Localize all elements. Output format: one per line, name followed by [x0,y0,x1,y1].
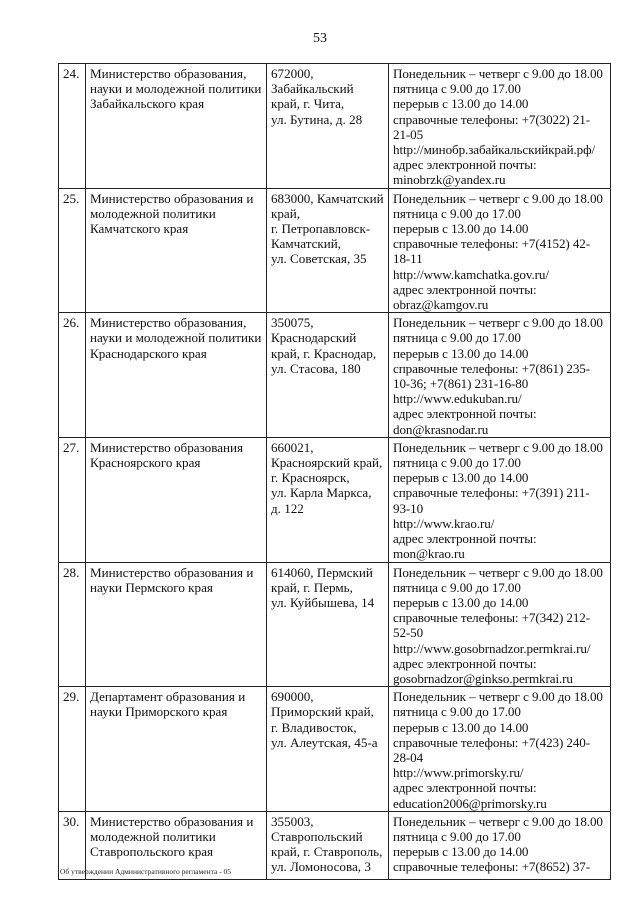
schedule-line: 21-05 [393,126,424,142]
address-line: 690000, [271,689,314,705]
schedule-line: пятница с 9.00 до 17.00 [393,704,521,720]
schedule-line: mon@krao.ru [393,546,465,562]
address-line: Краснодарский [271,330,357,346]
schedule-line: http://www.kamchatka.gov.ru/ [393,266,549,282]
schedule-line: перерыв с 13.00 до 14.00 [393,470,529,486]
schedule-line: пятница с 9.00 до 17.00 [393,455,521,471]
schedule-contacts [389,562,611,687]
schedule-line: пятница с 9.00 до 17.00 [393,828,521,844]
table-row [59,437,611,562]
address-line: Забайкальский [271,81,354,97]
schedule-line: Понедельник – четверг с 9.00 до 18.00 [393,66,603,81]
schedule-line: справочные телефоны: +7(3022) 21- [393,111,591,127]
address-line: 350075, [271,315,314,331]
address-line: край, г. Чита, [271,96,345,112]
schedule-line: адрес электронной почты: [393,780,537,796]
schedule-line: gosobrnadzor@ginkso.permkrai.ru [393,670,573,686]
schedule-line: справочные телефоны: +7(342) 212- [393,610,591,626]
schedule-line: перерыв с 13.00 до 14.00 [393,345,529,361]
schedule-line: Понедельник – четверг с 9.00 до 18.00 [393,689,603,705]
document-footer: Об утверждении Административного регламента - 05 [60,867,232,876]
schedule-line: http://www.gosobrnadzor.permkrai.ru/ [393,640,591,656]
schedule-line: пятница с 9.00 до 17.00 [393,579,521,595]
organization-name: Министерство образования и молодежной политики Ставропольского края [86,811,267,879]
postal-address [267,562,389,687]
schedule-line: пятница с 9.00 до 17.00 [393,205,521,221]
schedule-line: http://www.edukuban.ru/ [393,391,522,407]
schedule-line: пятница с 9.00 до 17.00 [393,81,521,97]
organization-name: Департамент образования и науки Приморского края [86,687,267,812]
organization-name: Министерство образования, науки и молодежной политики Забайкальского края [86,64,267,189]
address-line: Камчатский, [271,236,342,252]
schedule-line: Понедельник – четверг с 9.00 до 18.00 [393,564,603,580]
table-row [59,562,611,687]
schedule-line: http://www.primorsky.ru/ [393,765,524,781]
address-line: край, [271,205,301,221]
address-line: ул. Стасова, 180 [271,360,361,376]
schedule-line: справочные телефоны: +7(391) 211- [393,485,590,501]
schedule-line: перерыв с 13.00 до 14.00 [393,844,529,860]
schedule-line: адрес электронной почты: [393,406,537,422]
address-line: Приморский край, [271,704,374,720]
schedule-line: адрес электронной почты: [393,281,537,297]
postal-address [267,687,389,812]
organization-name: Министерство образования и молодежной политики Камчатского края [86,188,267,313]
address-line: Ставропольский [271,828,363,844]
schedule-line: Понедельник – четверг с 9.00 до 18.00 [393,315,603,331]
address-line: ул. Куйбышева, 14 [271,594,375,610]
schedule-line: Понедельник – четверг с 9.00 до 18.00 [393,813,603,829]
row-number: 30. [59,811,86,879]
organization-name: Министерство образования и науки Пермского края [86,562,267,687]
postal-address [267,811,389,879]
organization-name: Министерство образования Красноярского края [86,437,267,562]
schedule-line: Понедельник – четверг с 9.00 до 18.00 [393,439,603,455]
schedule-contacts [389,188,611,313]
schedule-line: перерыв с 13.00 до 14.00 [393,96,529,112]
address-line: 683000, Камчатский [271,190,384,206]
address-line: 355003, [271,813,314,829]
schedule-line: education2006@primorsky.ru [393,795,547,811]
schedule-line: obraz@kamgov.ru [393,297,489,313]
page-number: 53 [313,31,327,46]
address-line: ул. Бутина, д. 28 [271,111,363,127]
schedule-contacts [389,313,611,438]
schedule-line: minobrzk@yandex.ru [393,172,506,188]
schedule-line: перерыв с 13.00 до 14.00 [393,719,529,735]
organization-name: Министерство образования, науки и молодежной политики Краснодарского края [86,313,267,438]
schedule-contacts [389,437,611,562]
schedule-line: пятница с 9.00 до 17.00 [393,330,521,346]
address-line: Красноярский край, [271,455,383,471]
schedule-line: 52-50 [393,625,424,641]
address-line: край, г. Краснодар, [271,345,377,361]
table-row [59,687,611,812]
postal-address [267,437,389,562]
row-number: 28. [59,562,86,687]
schedule-line: справочные телефоны: +7(8652) 37- [393,859,591,875]
authorities-table [58,63,611,880]
address-line: ул. Алеутская, 45-а [271,734,378,750]
table-row [59,64,611,189]
schedule-line: http://минобр.забайкальскийкрай.рф/ [393,142,596,158]
schedule-line: 18-11 [393,251,423,267]
schedule-line: 28-04 [393,749,424,765]
address-line: г. Красноярск, [271,470,350,486]
address-line: г. Владивосток, [271,719,357,735]
address-line: ул. Советская, 35 [271,251,367,267]
address-line: 614060, Пермский [271,564,373,580]
row-number: 25. [59,188,86,313]
postal-address [267,64,389,189]
row-number: 24. [59,64,86,189]
row-number: 27. [59,437,86,562]
address-line: 660021, [271,439,314,455]
address-line: 672000, [271,66,314,81]
schedule-contacts [389,811,611,879]
schedule-line: 93-10 [393,500,424,516]
address-line: край, г. Пермь, [271,579,353,595]
schedule-line: справочные телефоны: +7(4152) 42- [393,236,591,252]
address-line: ул. Ломоносова, 3 [271,859,371,875]
address-line: край, г. Ставрополь, [271,844,383,860]
schedule-line: 10-36; +7(861) 231-16-80 [393,376,529,392]
schedule-line: справочные телефоны: +7(423) 240- [393,734,591,750]
schedule-contacts [389,64,611,189]
schedule-line: справочные телефоны: +7(861) 235- [393,360,591,376]
address-line: ул. Карла Маркса, [271,485,372,501]
schedule-line: адрес электронной почты: [393,531,537,547]
row-number: 26. [59,313,86,438]
schedule-line: адрес электронной почты: [393,157,537,173]
schedule-line: don@krasnodar.ru [393,421,489,437]
schedule-line: http://www.krao.ru/ [393,515,495,531]
table-row [59,313,611,438]
postal-address [267,188,389,313]
postal-address [267,313,389,438]
schedule-line: перерыв с 13.00 до 14.00 [393,594,529,610]
row-number: 29. [59,687,86,812]
schedule-line: Понедельник – четверг с 9.00 до 18.00 [393,190,603,206]
schedule-contacts [389,687,611,812]
schedule-line: перерыв с 13.00 до 14.00 [393,221,529,237]
address-line: г. Петропавловск- [271,221,371,237]
schedule-line: адрес электронной почты: [393,655,537,671]
table-row [59,188,611,313]
address-line: д. 122 [271,500,304,516]
